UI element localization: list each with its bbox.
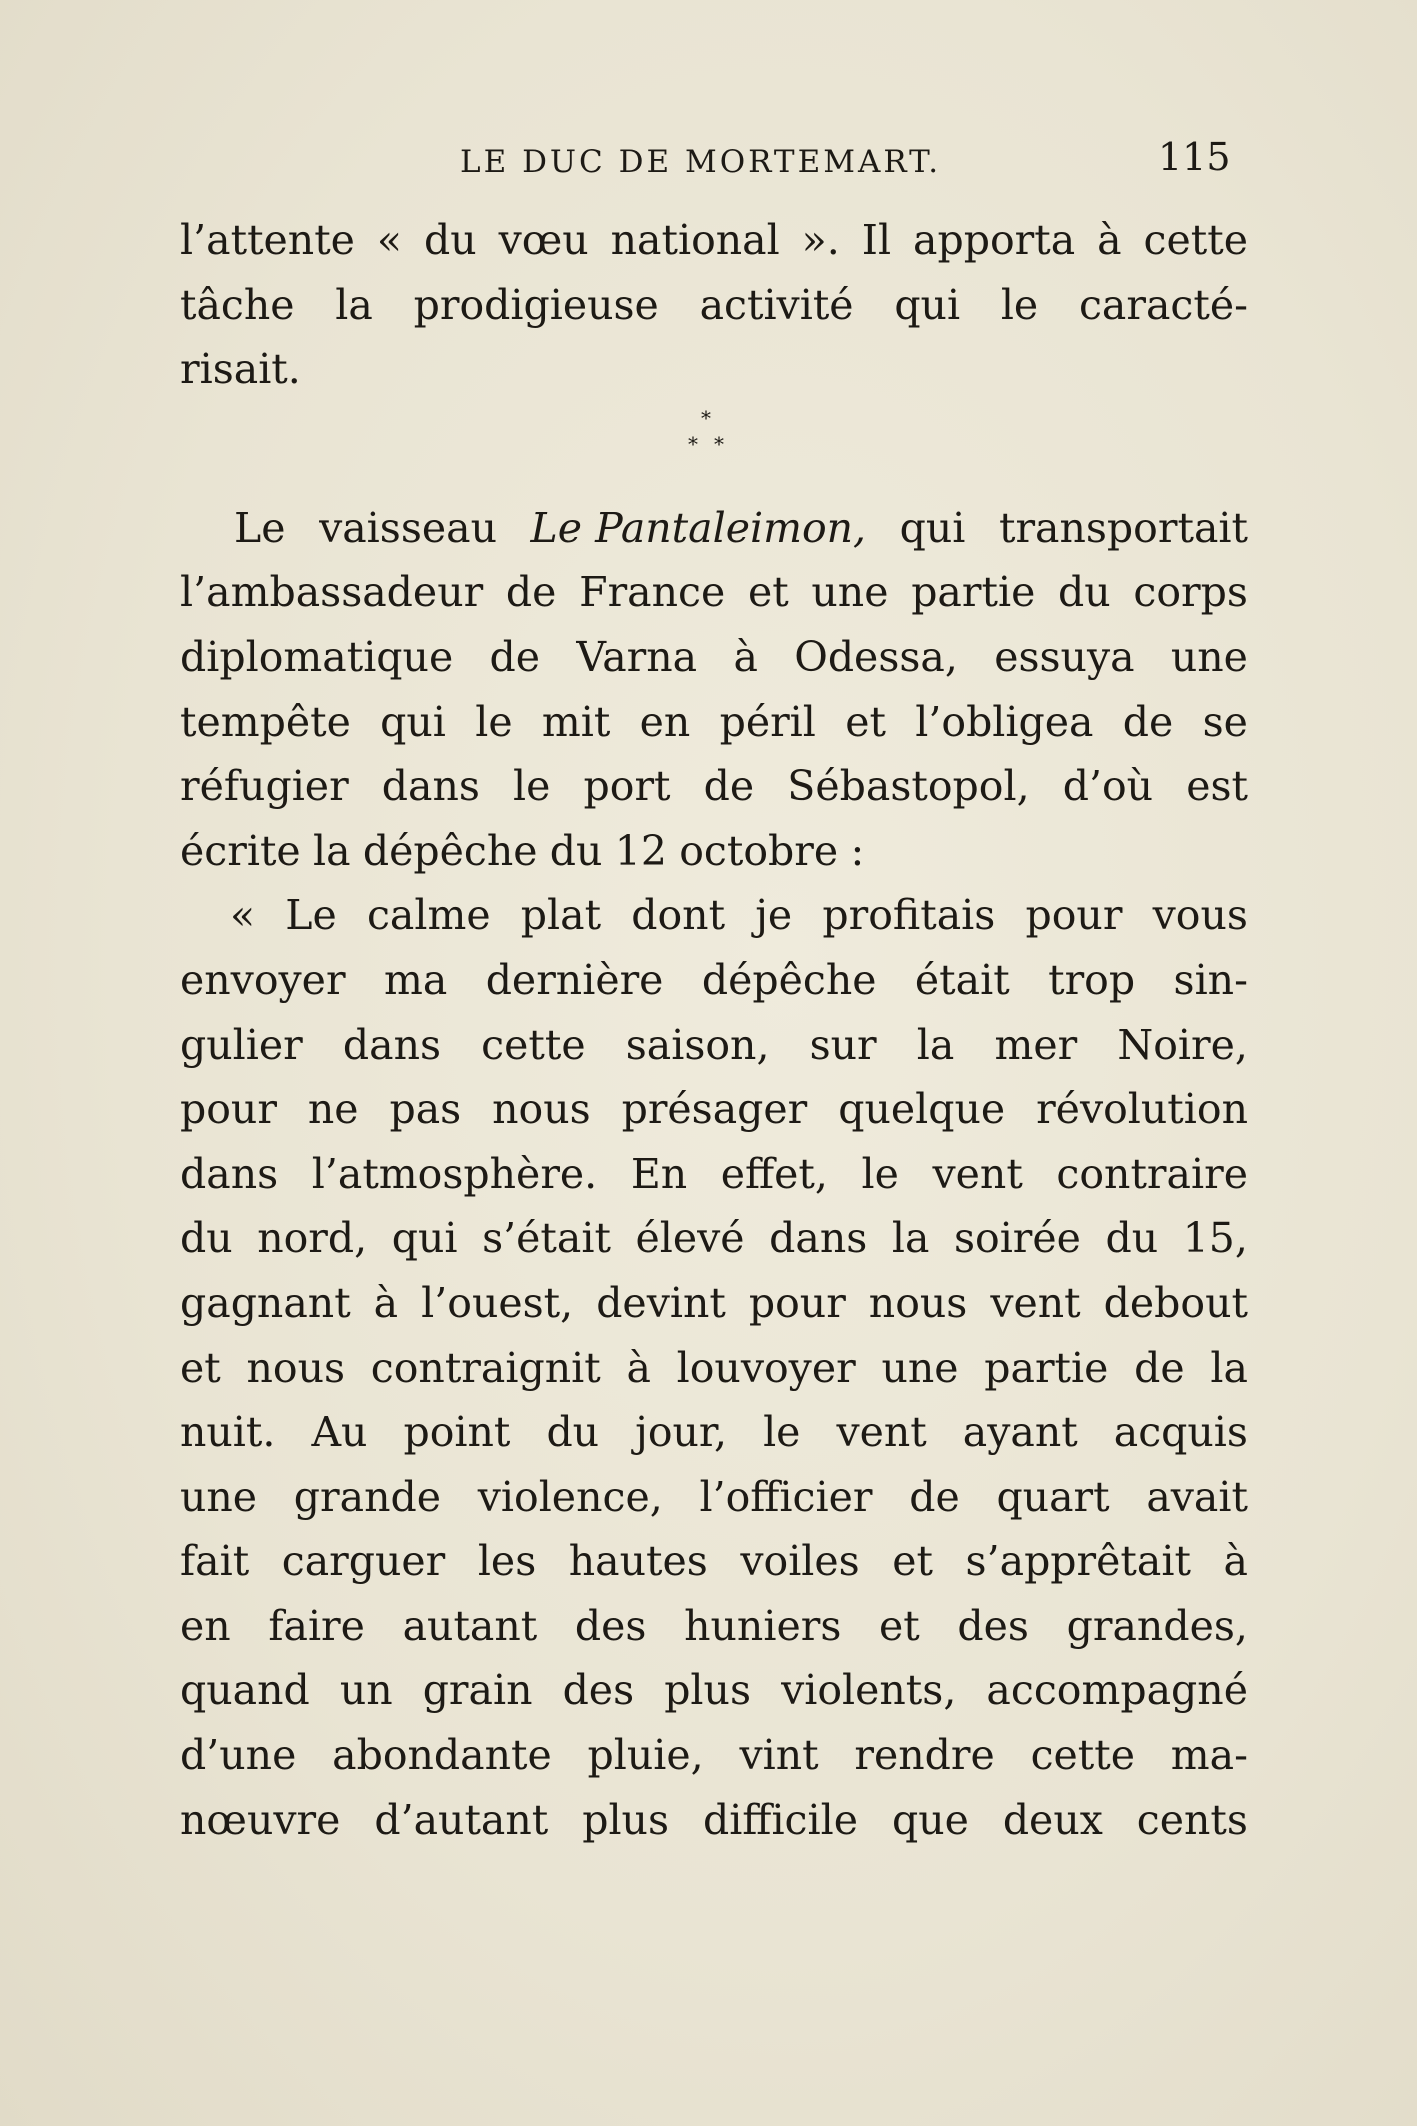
text-line: risait. (180, 345, 301, 394)
section-asterism (680, 406, 740, 478)
text-line: pour ne pas nous présager quelque révolution (180, 1085, 1248, 1134)
text-line: diplomatique de Varna à Odessa, essuya une (180, 632, 1248, 681)
body-text (180, 208, 1248, 1852)
asterism-star: * (688, 431, 698, 456)
text-line: fait carguer les hautes voiles et s’apprêtait à (180, 1537, 1248, 1586)
asterism-star: * (701, 405, 711, 430)
text-line: en faire autant des huniers et des grandes, (180, 1601, 1248, 1650)
text-line: nuit. Au point du jour, le vent ayant acquis (180, 1408, 1248, 1457)
text-line: tempête qui le mit en péril et l’obligea de se (180, 697, 1248, 746)
text-line: l’attente « du vœu national ». Il apporta à cette (180, 216, 1248, 264)
text-line: quand un grain des plus violents, accompagné (180, 1666, 1248, 1715)
text-line: envoyer ma dernière dépêche était trop sin- (180, 955, 1248, 1004)
text-line: et nous contraignit à louvoyer une partie de la (180, 1343, 1248, 1392)
text-line: l’ambassadeur de France et une partie du corps (180, 568, 1248, 617)
page-number: 115 (1158, 135, 1231, 179)
text-line: gagnant à l’ouest, devint pour nous vent debout (180, 1278, 1248, 1327)
text-line: « Le calme plat dont je profitais pour vous (230, 891, 1248, 940)
text-line: nœuvre d’autant plus difficile que deux cents (180, 1795, 1248, 1844)
asterism-star: * (714, 431, 724, 456)
text-line: écrite la dépêche du 12 octobre : (180, 826, 865, 875)
ship-name: Le Pantaleimon, (530, 503, 867, 552)
text-line: une grande violence, l’officier de quart avait (180, 1472, 1248, 1521)
text-line: gulier dans cette saison, sur la mer Noire, (180, 1020, 1248, 1069)
running-head-title: LE DUC DE MORTEMART. (460, 144, 942, 180)
text-line: Le vaisseau Le Pantaleimon, qui transportait (180, 496, 1248, 561)
text-line: réfugier dans le port de Sébastopol, d’où est (180, 762, 1248, 811)
text-line: tâche la prodigieuse activité qui le caracté- (180, 280, 1248, 329)
text-line: d’une abondante pluie, vint rendre cette ma- (180, 1731, 1248, 1780)
text-line: dans l’atmosphère. En effet, le vent contraire (180, 1149, 1248, 1198)
text-line: du nord, qui s’était élevé dans la soirée du 15, (180, 1214, 1248, 1263)
